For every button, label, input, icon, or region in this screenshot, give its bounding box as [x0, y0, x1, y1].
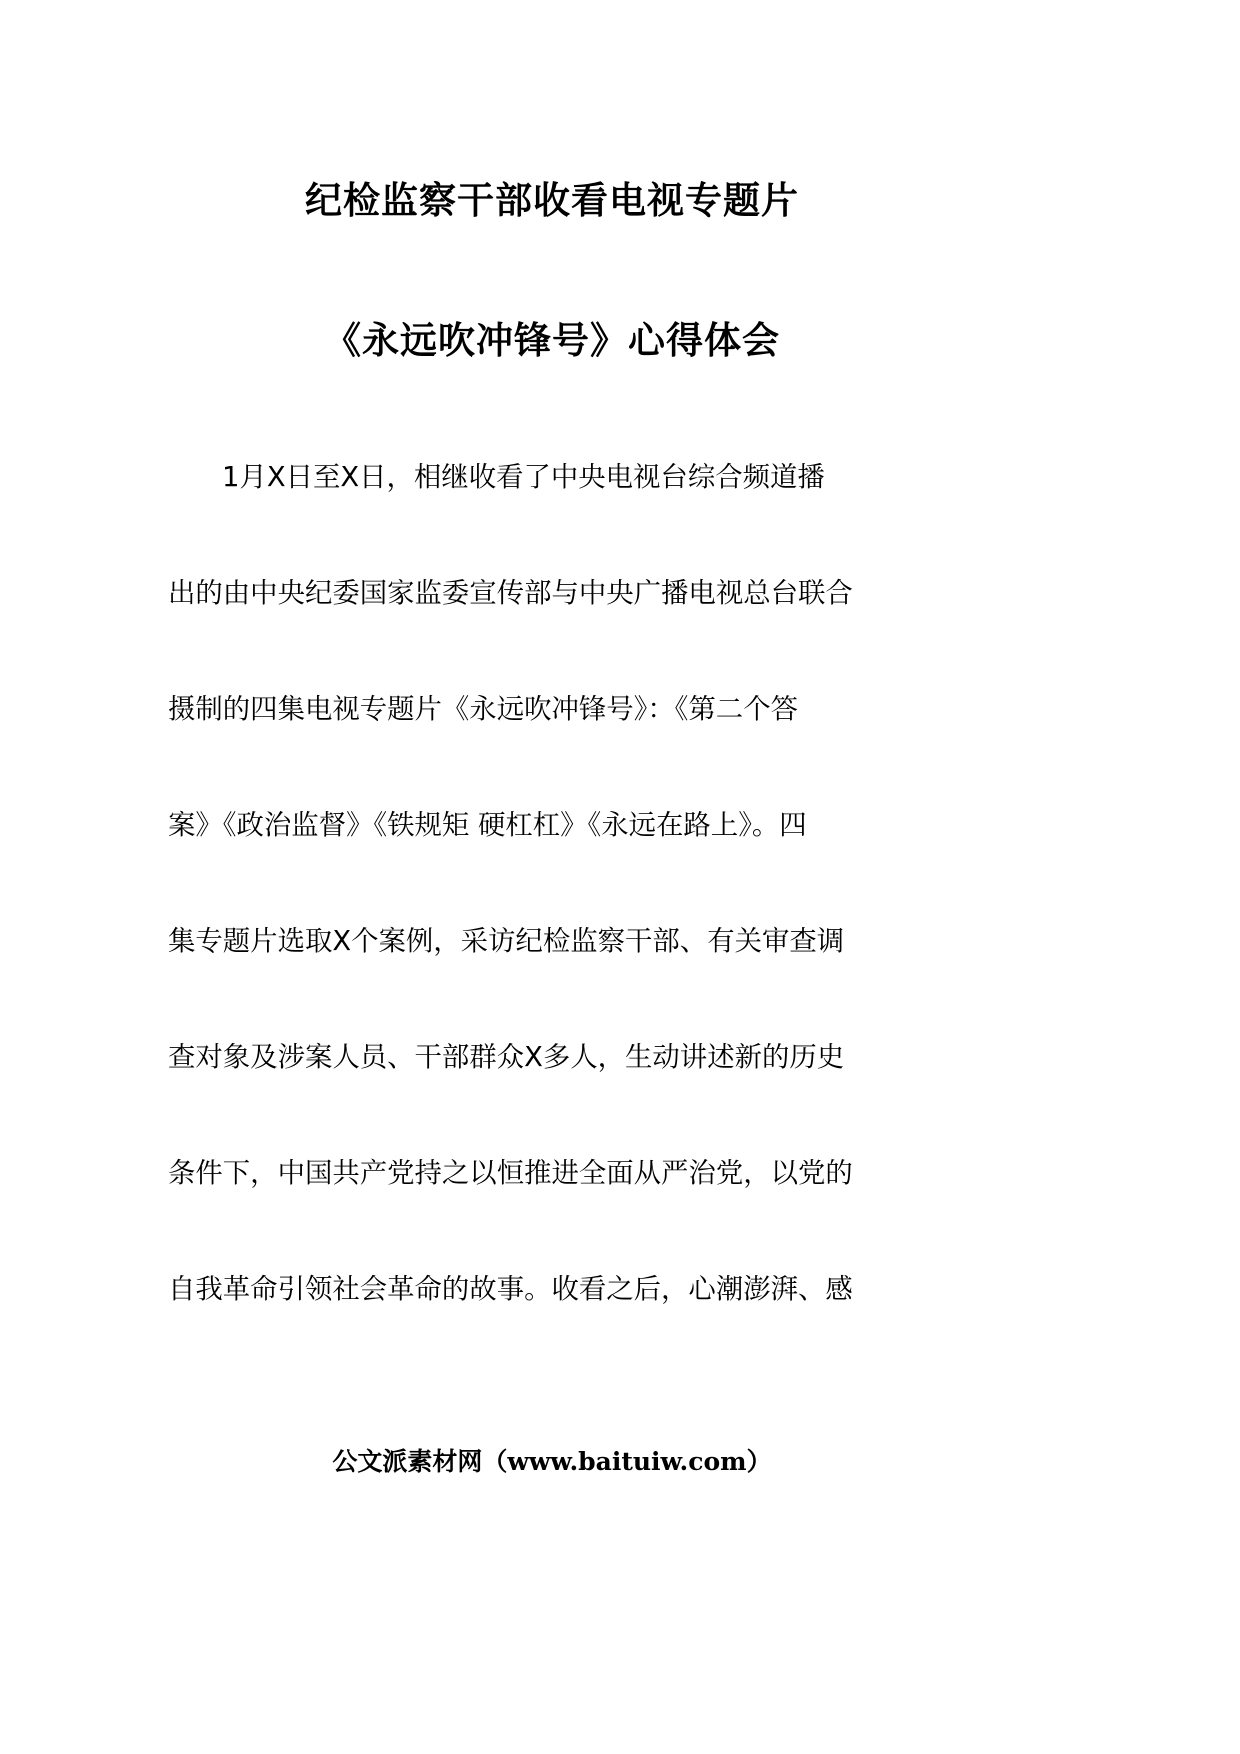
body-text-line: 出的由中央纪委国家监委宣传部与中央广播电视总台联合	[168, 578, 853, 609]
body-text-line: 条件下，中国共产党持之以恒推进全面从严治党，以党的	[168, 1158, 853, 1189]
body-text-line: 集专题片选取X个案例，采访纪检监察干部、有关审查调	[168, 926, 845, 957]
document-title-line-2: 《永远吹冲锋号》心得体会	[324, 319, 780, 362]
body-text-line: 摄制的四集电视专题片《永远吹冲锋号》：《第二个答	[168, 694, 798, 725]
footer-watermark: 公文派素材网（www.baituiw.com）	[332, 1447, 772, 1476]
body-text-line: 案》《政治监督》《铁规矩 硬杠杠》《永远在路上》。四	[168, 810, 807, 841]
body-text-line: 1月X日至X日，相继收看了中央电视台综合频道播	[222, 462, 825, 493]
body-text-line: 自我革命引领社会革命的故事。收看之后，心潮澎湃、感	[168, 1274, 853, 1305]
body-text-line: 查对象及涉案人员、干部群众X多人，生动讲述新的历史	[168, 1042, 845, 1073]
document-title-line-1: 纪检监察干部收看电视专题片	[305, 179, 799, 222]
